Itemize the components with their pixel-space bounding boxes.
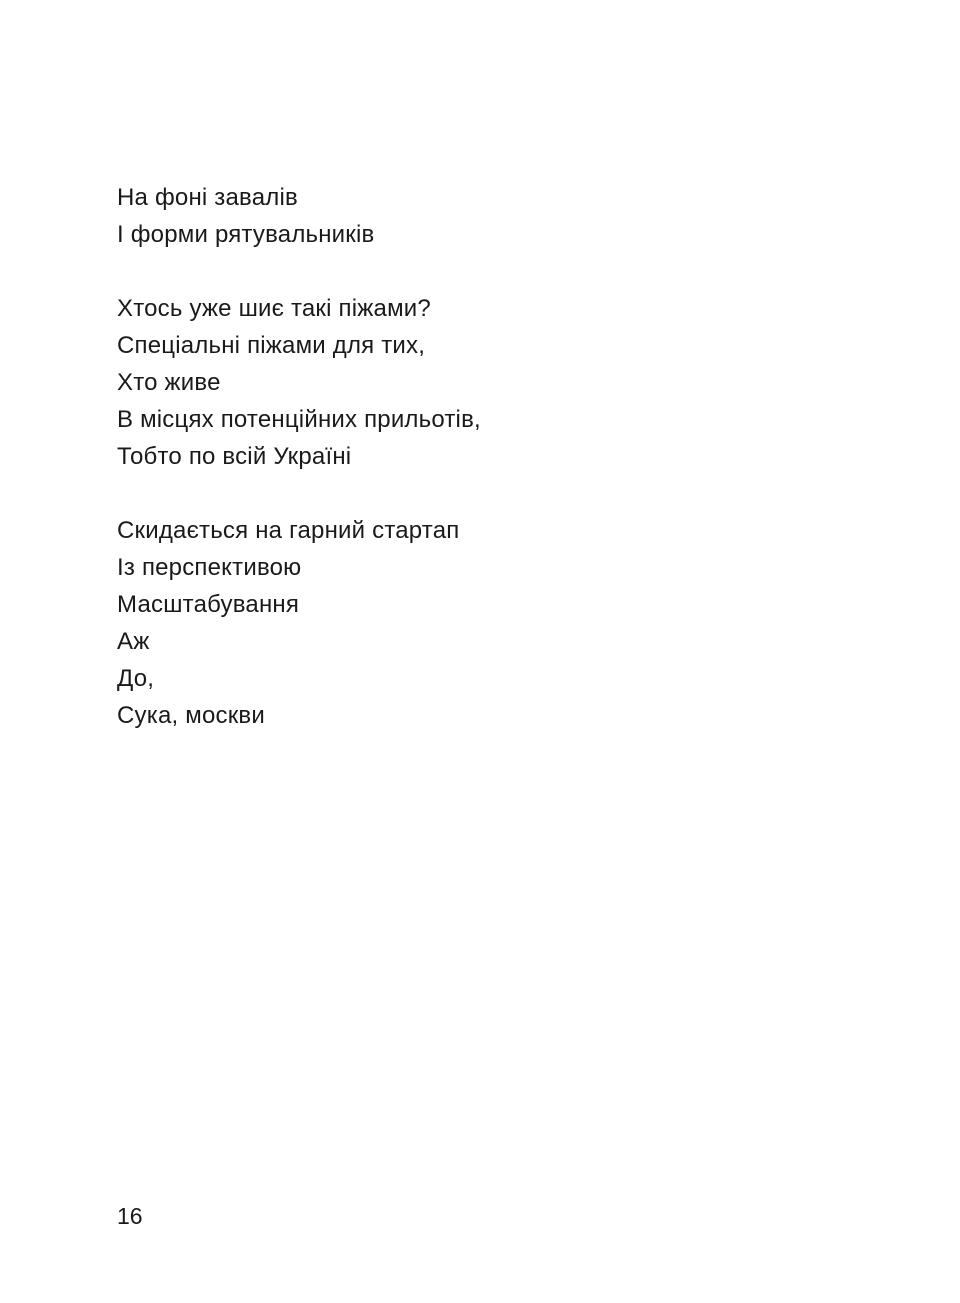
poem-line: Із перспективою — [117, 554, 302, 581]
stanza-1 — [117, 179, 877, 253]
poem-line: На фоні завалів — [117, 184, 298, 211]
poem-line: І форми рятувальників — [117, 221, 375, 248]
poem-line: Хтось уже шиє такі піжами? — [117, 295, 431, 322]
poem-body — [117, 179, 877, 771]
stanza-3 — [117, 512, 877, 734]
poem-line: Масштабування — [117, 591, 300, 618]
stanza-2 — [117, 290, 877, 475]
poem-line: Тобто по всій Україні — [117, 443, 352, 470]
poem-line: До, — [117, 665, 155, 692]
poem-line: Хто живе — [117, 369, 221, 396]
poem-line: Спеціальні піжами для тих, — [117, 332, 426, 359]
poem-line: В місцях потенційних прильотів, — [117, 406, 481, 433]
poem-line: Сука, москви — [117, 702, 265, 729]
poem-line: Скидається на гарний стартап — [117, 517, 460, 544]
page-number: 16 — [117, 1203, 143, 1229]
poem-line: Аж — [117, 628, 150, 655]
